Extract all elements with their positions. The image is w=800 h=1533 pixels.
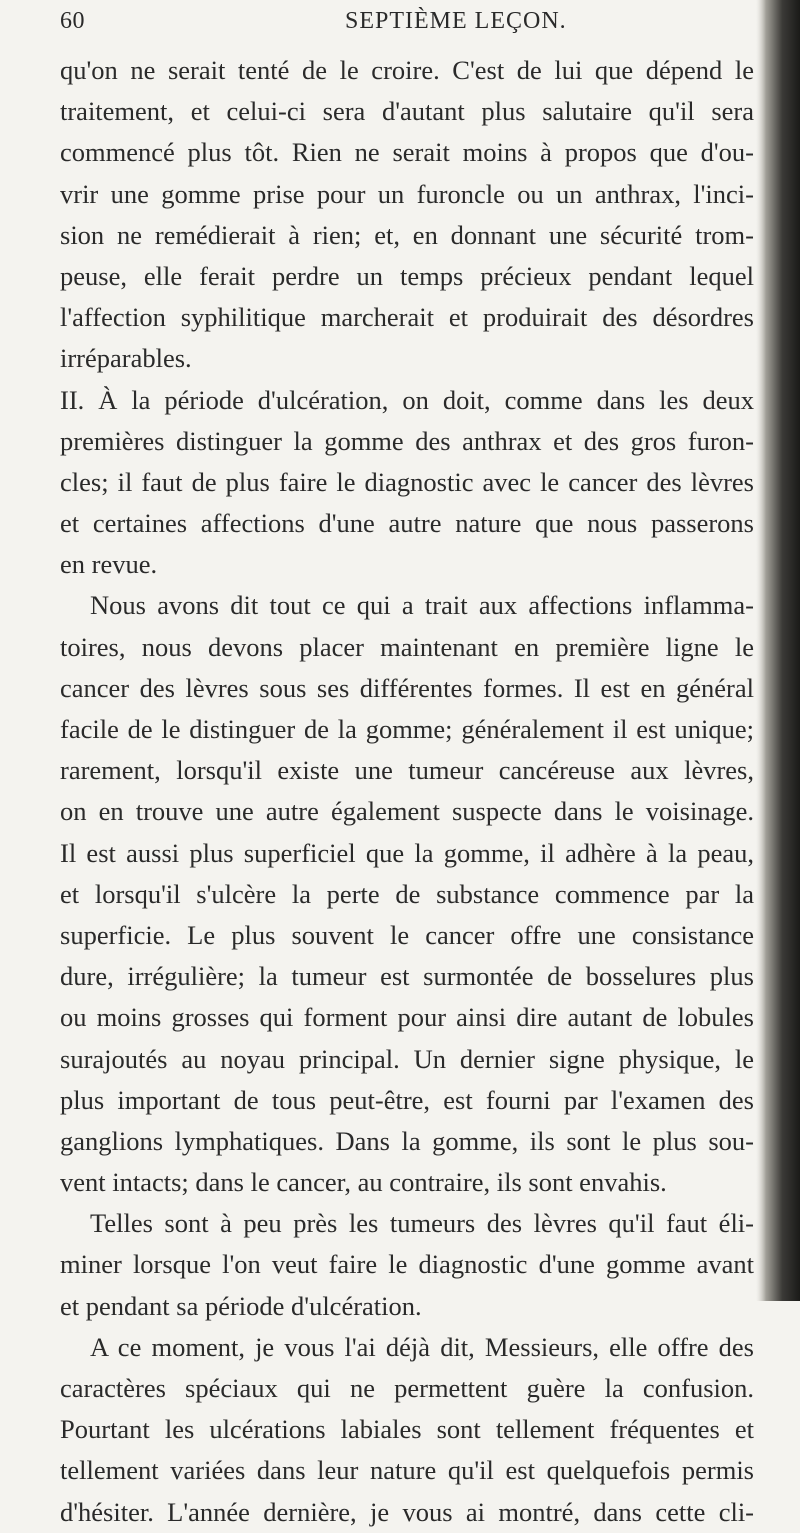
- text-line: qu'on ne serait tenté de le croire. C'est de lui que dépend le: [60, 55, 754, 85]
- text-line: on en trouve une autre également suspecte dans le voisinage.: [60, 796, 754, 827]
- page-edge-shadow: [756, 0, 800, 1301]
- running-title: SEPTIÈME LEÇON.: [345, 8, 567, 34]
- text-line: Pourtant les ulcérations labiales sont tellement fréquentes et: [60, 1414, 754, 1445]
- text-line: sion ne remédierait à rien; et, en donnant une sécurité trom-: [60, 219, 754, 250]
- text-line: toires, nous devons placer maintenant en première ligne le: [60, 631, 754, 662]
- text-line: plus important de tous peut-être, est fourni par l'examen des: [60, 1084, 754, 1115]
- text-line: et pendant sa période d'ulcération.: [60, 1290, 422, 1321]
- text-line: dure, irrégulière; la tumeur est surmontée de bosselures plus: [60, 961, 754, 992]
- body-text: [60, 50, 754, 1533]
- text-line: Nous avons dit tout ce qui a trait aux affections inflamma-: [90, 590, 754, 621]
- text-line: commencé plus tôt. Rien ne serait moins à propos que d'ou-: [60, 137, 754, 168]
- text-line: d'hésiter. L'année dernière, je vous ai montré, dans cette cli-: [60, 1496, 754, 1527]
- text-line: vrir une gomme prise pour un furoncle ou un anthrax, l'inci-: [60, 178, 754, 209]
- text-line: et lorsqu'il s'ulcère la perte de substance commence par la: [60, 878, 754, 909]
- text-line: peuse, elle ferait perdre un temps précieux pendant lequel: [60, 260, 754, 291]
- text-line: surajoutés au noyau principal. Un dernier signe physique, le: [60, 1043, 754, 1074]
- text-line: superficie. Le plus souvent le cancer offre une consistance: [60, 919, 754, 950]
- text-line: en revue.: [60, 549, 158, 580]
- text-line: ganglions lymphatiques. Dans la gomme, ils sont le plus sou-: [60, 1125, 754, 1156]
- text-line: facile de le distinguer de la gomme; généralement il est unique;: [60, 714, 754, 744]
- text-line: vent intacts; dans le cancer, au contraire, ils sont envahis.: [60, 1167, 667, 1198]
- text-line: cles; il faut de plus faire le diagnostic avec le cancer des lèvres: [60, 466, 754, 497]
- text-line: caractères spéciaux qui ne permettent guère la confusion.: [60, 1373, 754, 1403]
- page-number: 60: [60, 8, 85, 34]
- text-line: miner lorsque l'on veut faire le diagnostic d'une gomme avant: [60, 1249, 754, 1280]
- text-line: cancer des lèvres sous ses différentes formes. Il est en général: [60, 672, 754, 703]
- text-line: II. À la période d'ulcération, on doit, comme dans les deux: [60, 384, 754, 415]
- text-line: Telles sont à peu près les tumeurs des lèvres qu'il faut éli-: [90, 1208, 754, 1239]
- text-line: l'affection syphilitique marcherait et produirait des désordres: [60, 302, 754, 333]
- text-line: rarement, lorsqu'il existe une tumeur cancéreuse aux lèvres,: [60, 755, 754, 786]
- text-line: irréparables.: [60, 343, 192, 374]
- text-line: premières distinguer la gomme des anthrax et des gros furon-: [60, 425, 754, 456]
- text-line: ou moins grosses qui forment pour ainsi dire autant de lobules: [60, 1002, 754, 1033]
- text-line: traitement, et celui-ci sera d'autant plus salutaire qu'il sera: [60, 96, 754, 127]
- text-line: et certaines affections d'une autre nature que nous passerons: [60, 508, 754, 539]
- text-line: tellement variées dans leur nature qu'il est quelquefois permis: [60, 1455, 754, 1486]
- page-header: [60, 8, 710, 44]
- text-line: Il est aussi plus superficiel que la gomme, il adhère à la peau,: [60, 837, 754, 868]
- text-line: A ce moment, je vous l'ai déjà dit, Messieurs, elle offre des: [90, 1331, 754, 1362]
